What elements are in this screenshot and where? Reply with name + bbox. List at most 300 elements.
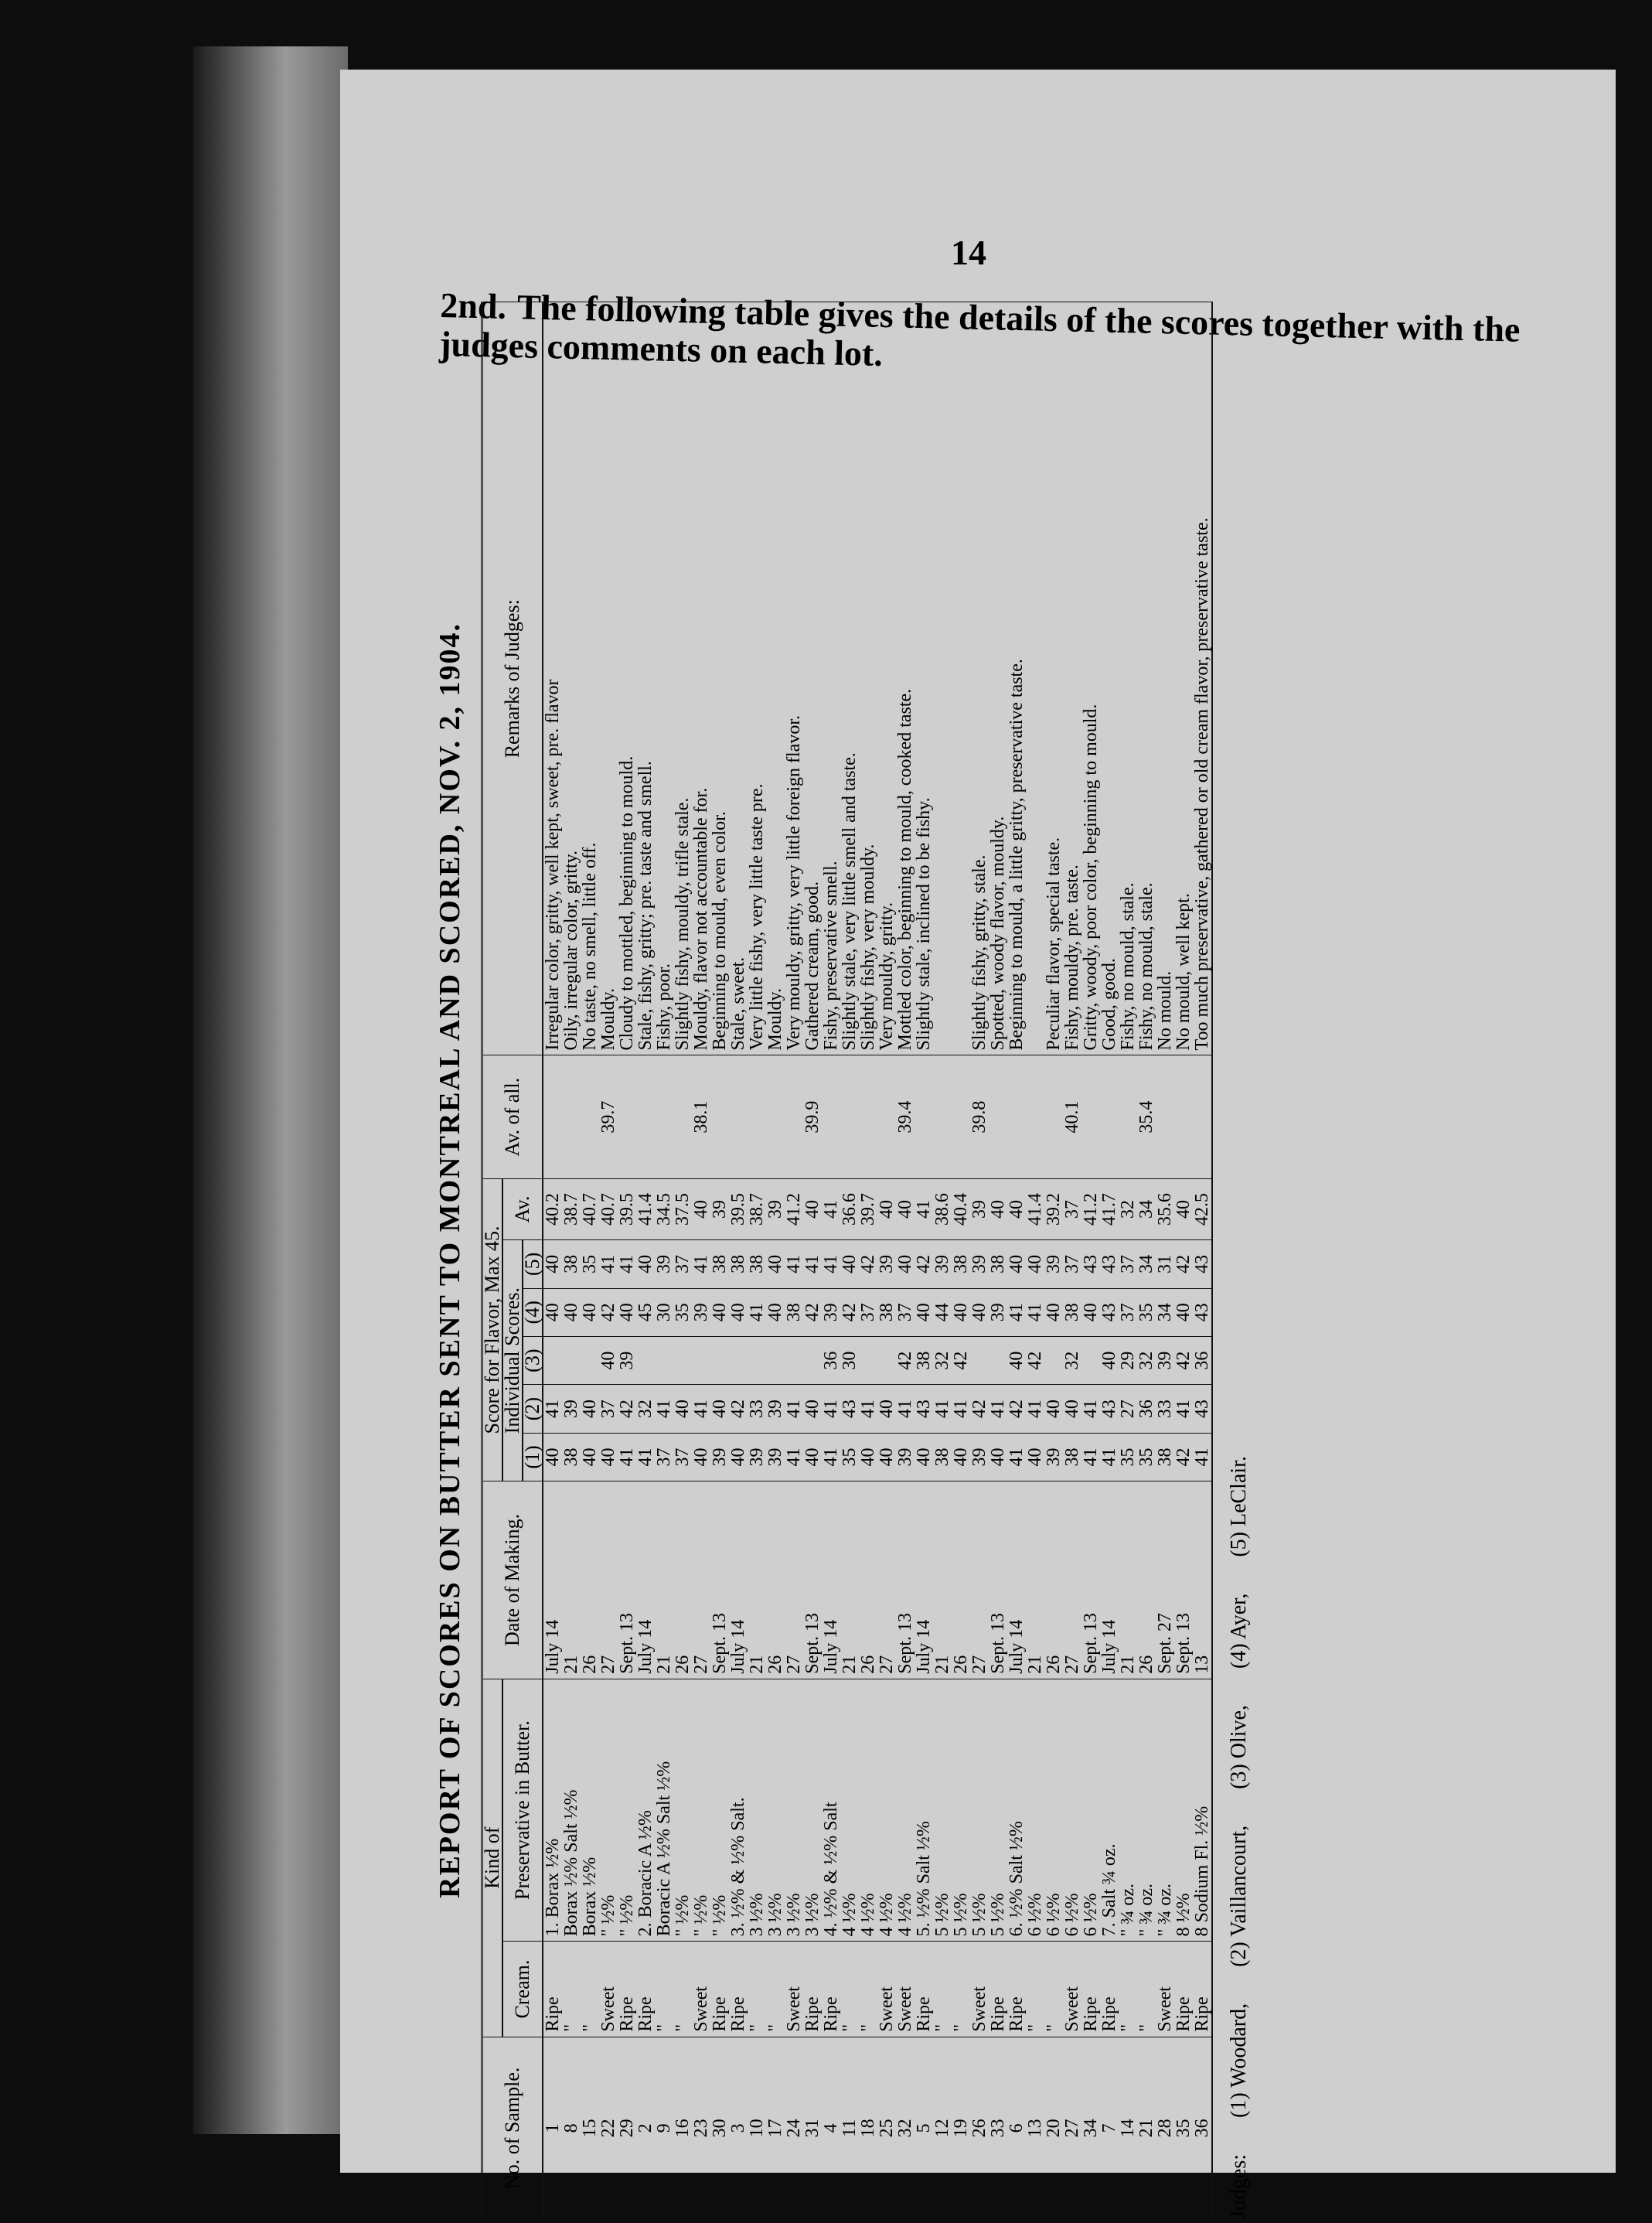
cream-cell: " [562,1942,581,2037]
average-cell: 32 [1119,1178,1137,1239]
score-cell-judge-2: 41 [989,1385,1007,1433]
score-cell-judge-3 [859,1336,877,1384]
scores-table [481,302,1213,2219]
intro-text: The following table gives the details of the scores together with the judges comments on each lot. [438,287,1521,373]
preservative-cell: 6 ½% [1081,1679,1100,1942]
score-cell-judge-1: 41 [618,1433,636,1481]
score-cell-judge-3 [803,1336,822,1384]
date-cell: Sept. 13 [989,1481,1007,1679]
remarks-cell: Beginning to mould, a little gritty, preservative taste. [1007,302,1026,1055]
score-cell-judge-5: 38 [989,1240,1007,1288]
average-all-cell [562,1055,581,1178]
score-cell-judge-2: 41 [1174,1385,1193,1433]
average-cell: 34.5 [655,1178,673,1239]
sample-no-cell: 15 [581,2037,599,2219]
table-row [1007,302,1026,2220]
cream-cell: Ripe [1174,1942,1193,2037]
sample-no-cell: 22 [599,2037,618,2219]
preservative-cell: Borax ½% [581,1679,599,1942]
date-cell: Sept. 13 [803,1481,822,1679]
score-cell-judge-3: 38 [915,1336,933,1384]
table-row [785,302,803,2220]
score-cell-judge-3 [636,1336,655,1384]
score-cell-judge-1: 40 [1026,1433,1044,1481]
sample-no-cell: 17 [766,2037,785,2219]
remarks-cell: Cloudy to mottled, beginning to mould. [618,302,636,1055]
remarks-cell: Very little fishy, very little taste pre. [748,302,766,1055]
remarks-cell: Fishy, poor. [655,302,673,1055]
remarks-cell: Mouldy, flavor not accountable for. [692,302,710,1055]
score-cell-judge-3: 29 [1119,1336,1137,1384]
score-cell-judge-2: 40 [1063,1385,1081,1433]
average-cell: 37 [1063,1178,1081,1239]
score-cell-judge-5: 38 [748,1240,766,1288]
remarks-cell: Too much preservative, gathered or old cream flavor, preservative taste. [1193,302,1212,1055]
score-cell-judge-1: 39 [748,1433,766,1481]
score-cell-judge-5: 41 [618,1240,636,1288]
table-row [581,302,599,2220]
sample-no-cell: 4 [822,2037,840,2219]
header-remarks: Remarks of Judges: [482,302,543,1055]
preservative-cell: 3 ½% [748,1679,766,1942]
table-row [543,302,562,2220]
preservative-cell: 4 ½% [877,1679,896,1942]
header-sample-no: No. of Sample. [482,2037,543,2219]
table-row [1137,302,1156,2220]
date-cell: 21 [933,1481,952,1679]
average-cell: 39.5 [618,1178,636,1239]
remarks-cell: No mould, well kept. [1174,302,1193,1055]
score-cell-judge-4: 39 [989,1288,1007,1336]
average-all-cell: 39.9 [803,1055,822,1178]
header-date: Date of Making. [482,1481,543,1679]
cream-cell: " [581,1942,599,2037]
preservative-cell: 5. ½% Salt ½% [915,1679,933,1942]
preservative-cell: 4 ½% [896,1679,915,1942]
table-row [1119,302,1137,2220]
score-cell-judge-2: 41 [785,1385,803,1433]
average-all-cell [1100,1055,1119,1178]
average-cell: 40.7 [581,1178,599,1239]
date-cell: July 14 [636,1481,655,1679]
sample-no-cell: 32 [896,2037,915,2219]
cream-cell: Sweet [970,1942,989,2037]
sample-no-cell: 18 [859,2037,877,2219]
score-cell-judge-4: 40 [562,1288,581,1336]
table-row [729,302,748,2220]
average-cell: 41.2 [785,1178,803,1239]
preservative-cell: Borax ½% Salt ½% [562,1679,581,1942]
average-cell: 40 [1007,1178,1026,1239]
score-cell-judge-2: 42 [729,1385,748,1433]
cream-cell: Ripe [803,1942,822,2037]
sample-no-cell: 19 [952,2037,970,2219]
table-row [1063,302,1081,2220]
score-cell-judge-1: 40 [803,1433,822,1481]
table-row [840,302,859,2220]
preservative-cell: 6 ½% [1026,1679,1044,1942]
preservative-cell: 5 ½% [970,1679,989,1942]
average-cell: 40 [989,1178,1007,1239]
average-all-cell [840,1055,859,1178]
score-cell-judge-3: 36 [822,1336,840,1384]
sample-no-cell: 21 [1137,2037,1156,2219]
average-cell: 41.4 [636,1178,655,1239]
score-cell-judge-3 [1044,1336,1063,1384]
score-cell-judge-2: 33 [748,1385,766,1433]
score-cell-judge-3: 32 [1063,1336,1081,1384]
score-cell-judge-5: 40 [636,1240,655,1288]
score-cell-judge-1: 40 [989,1433,1007,1481]
score-cell-judge-1: 40 [692,1433,710,1481]
sample-no-cell: 2 [636,2037,655,2219]
table-row [1044,302,1063,2220]
score-cell-judge-3: 40 [1100,1336,1119,1384]
score-cell-judge-2: 39 [562,1385,581,1433]
score-cell-judge-1: 37 [655,1433,673,1481]
score-cell-judge-2: 27 [1119,1385,1137,1433]
average-all-cell [636,1055,655,1178]
date-cell: 27 [692,1481,710,1679]
score-cell-judge-5: 37 [1063,1240,1081,1288]
score-cell-judge-4: 38 [877,1288,896,1336]
table-row [1081,302,1100,2220]
score-cell-judge-4: 37 [1119,1288,1137,1336]
score-cell-judge-3 [970,1336,989,1384]
preservative-cell: 5 ½% [989,1679,1007,1942]
header-av-all: Av. of all. [482,1055,543,1178]
preservative-cell: 2. Boracic A ½% [636,1679,655,1942]
average-cell: 41 [822,1178,840,1239]
date-cell: 21 [562,1481,581,1679]
score-cell-judge-1: 39 [896,1433,915,1481]
cream-cell: Ripe [1100,1942,1119,2037]
score-cell-judge-5: 43 [1081,1240,1100,1288]
score-cell-judge-2: 41 [896,1385,915,1433]
sample-no-cell: 14 [1119,2037,1137,2219]
remarks-cell: Gathered cream, good. [803,302,822,1055]
score-cell-judge-5: 42 [1174,1240,1193,1288]
average-all-cell [989,1055,1007,1178]
remarks-cell: Stale, sweet. [729,302,748,1055]
table-row [599,302,618,2220]
score-cell-judge-1: 35 [1137,1433,1156,1481]
table-row [748,302,766,2220]
score-cell-judge-5: 39 [655,1240,673,1288]
cream-cell: Sweet [692,1942,710,2037]
preservative-cell: 1. Borax ½% [543,1679,562,1942]
average-cell: 39 [766,1178,785,1239]
table-row [822,302,840,2220]
table-row [1174,302,1193,2220]
sample-no-cell: 16 [673,2037,692,2219]
score-cell-judge-5: 42 [915,1240,933,1288]
remarks-cell: Slightly stale, very little smell and taste. [840,302,859,1055]
score-cell-judge-5: 40 [840,1240,859,1288]
score-cell-judge-2: 40 [803,1385,822,1433]
page-number: 14 [951,233,986,272]
date-cell: 27 [599,1481,618,1679]
header-cream: Cream. [502,1942,543,2037]
header-judge-1: (1) [523,1433,543,1481]
remarks-cell [1026,302,1044,1055]
date-cell: 27 [970,1481,989,1679]
score-cell-judge-2: 40 [877,1385,896,1433]
average-all-cell [655,1055,673,1178]
cream-cell: Ripe [915,1942,933,2037]
score-cell-judge-1: 37 [673,1433,692,1481]
score-cell-judge-3 [1081,1336,1100,1384]
date-cell: 26 [859,1481,877,1679]
preservative-cell: " ½% [692,1679,710,1942]
score-cell-judge-1: 35 [1119,1433,1137,1481]
sample-no-cell: 33 [989,2037,1007,2219]
score-cell-judge-2: 32 [636,1385,655,1433]
average-all-cell [1119,1055,1137,1178]
score-cell-judge-2: 41 [1026,1385,1044,1433]
score-cell-judge-3 [766,1336,785,1384]
remarks-cell: Irregular color, gritty, well kept, sweet, pre. flavor [543,302,562,1055]
cream-cell: Ripe [1081,1942,1100,2037]
score-cell-judge-3: 40 [599,1336,618,1384]
cream-cell: " [840,1942,859,2037]
cream-cell: Ripe [822,1942,840,2037]
preservative-cell: 8 Sodium Fl. ½% [1193,1679,1212,1942]
sample-no-cell: 24 [785,2037,803,2219]
score-cell-judge-2: 40 [673,1385,692,1433]
score-cell-judge-2: 36 [1137,1385,1156,1433]
score-cell-judge-4: 41 [1007,1288,1026,1336]
sample-no-cell: 23 [692,2037,710,2219]
score-cell-judge-2: 41 [655,1385,673,1433]
score-cell-judge-5: 38 [729,1240,748,1288]
score-cell-judge-4: 39 [822,1288,840,1336]
score-cell-judge-3 [692,1336,710,1384]
date-cell: 27 [1063,1481,1081,1679]
average-all-cell: 38.1 [692,1055,710,1178]
sample-no-cell: 26 [970,2037,989,2219]
table-row [952,302,970,2220]
remarks-cell: Good, good. [1100,302,1119,1055]
score-cell-judge-1: 38 [1156,1433,1174,1481]
score-cell-judge-3: 42 [1026,1336,1044,1384]
cream-cell: Ripe [710,1942,729,2037]
score-cell-judge-3 [785,1336,803,1384]
sample-no-cell: 1 [543,2037,562,2219]
score-cell-judge-4: 41 [748,1288,766,1336]
score-cell-judge-2: 33 [1156,1385,1174,1433]
score-cell-judge-3: 32 [933,1336,952,1384]
average-all-cell: 39.4 [896,1055,915,1178]
score-cell-judge-2: 43 [1193,1385,1212,1433]
average-cell: 39 [970,1178,989,1239]
preservative-cell: " ½% [710,1679,729,1942]
score-cell-judge-5: 35 [581,1240,599,1288]
average-all-cell [618,1055,636,1178]
score-cell-judge-2: 41 [822,1385,840,1433]
sample-no-cell: 10 [748,2037,766,2219]
header-individual: Individual Scores. [502,1240,523,1481]
score-cell-judge-4: 40 [1081,1288,1100,1336]
score-cell-judge-4: 45 [636,1288,655,1336]
cream-cell: Ripe [729,1942,748,2037]
score-cell-judge-2: 41 [1081,1385,1100,1433]
score-cell-judge-5: 40 [766,1240,785,1288]
score-cell-judge-1: 40 [877,1433,896,1481]
score-cell-judge-3: 36 [1193,1336,1212,1384]
remarks-cell: Oily, irregular color, gritty. [562,302,581,1055]
date-cell: 21 [1026,1481,1044,1679]
score-cell-judge-5: 34 [1137,1240,1156,1288]
score-cell-judge-4: 35 [673,1288,692,1336]
preservative-cell: 4 ½% [859,1679,877,1942]
table-row [1156,302,1174,2220]
score-cell-judge-5: 37 [673,1240,692,1288]
score-cell-judge-3: 42 [896,1336,915,1384]
score-cell-judge-4: 40 [710,1288,729,1336]
table-row [859,302,877,2220]
judge-name: (3) Olive, [1227,1705,1251,1789]
average-cell: 34 [1137,1178,1156,1239]
average-all-cell [1044,1055,1063,1178]
average-all-cell [952,1055,970,1178]
sample-no-cell: 6 [1007,2037,1026,2219]
cream-cell: " [748,1942,766,2037]
average-all-cell [673,1055,692,1178]
preservative-cell: 6. ½% Salt ½% [1007,1679,1026,1942]
preservative-cell: " ½% [673,1679,692,1942]
score-cell-judge-5: 40 [1007,1240,1026,1288]
score-cell-judge-4: 37 [859,1288,877,1336]
score-cell-judge-1: 41 [1100,1433,1119,1481]
average-cell: 39 [710,1178,729,1239]
date-cell: Sept. 13 [710,1481,729,1679]
sample-no-cell: 28 [1156,2037,1174,2219]
book-spine [193,46,348,2134]
score-cell-judge-5: 38 [952,1240,970,1288]
cream-cell: Ripe [618,1942,636,2037]
date-cell: 26 [952,1481,970,1679]
sample-no-cell: 11 [840,2037,859,2219]
table-row [655,302,673,2220]
table-row [896,302,915,2220]
average-cell: 36.6 [840,1178,859,1239]
date-cell: Sept. 13 [1081,1481,1100,1679]
score-cell-judge-2: 41 [952,1385,970,1433]
score-cell-judge-5: 39 [1044,1240,1063,1288]
score-cell-judge-1: 40 [729,1433,748,1481]
judge-name: (1) Woodard, [1227,2003,1251,2118]
header-preservative: Preservative in Butter. [502,1679,543,1942]
preservative-cell: 6 ½% [1063,1679,1081,1942]
score-cell-judge-1: 40 [581,1433,599,1481]
header-kind-of: Kind of [482,1679,503,2037]
remarks-cell: Very mouldy, gritty, very little foreign flavor. [785,302,803,1055]
average-all-cell [729,1055,748,1178]
score-cell-judge-5: 40 [543,1240,562,1288]
score-cell-judge-5: 31 [1156,1240,1174,1288]
date-cell: 26 [766,1481,785,1679]
score-cell-judge-3: 39 [618,1336,636,1384]
date-cell: 26 [1044,1481,1063,1679]
preservative-cell: 3 ½% [785,1679,803,1942]
remarks-cell: Slightly stale, inclined to be fishy. [915,302,933,1055]
score-cell-judge-3 [877,1336,896,1384]
average-all-cell [859,1055,877,1178]
score-cell-judge-5: 39 [970,1240,989,1288]
score-cell-judge-4: 34 [1156,1288,1174,1336]
preservative-cell: " ½% [599,1679,618,1942]
date-cell: Sept. 13 [1174,1481,1193,1679]
date-cell: 26 [1137,1481,1156,1679]
score-cell-judge-4: 40 [581,1288,599,1336]
score-cell-judge-4: 40 [618,1288,636,1336]
average-cell: 41.2 [1081,1178,1100,1239]
remarks-cell: Fishy, preservative smell. [822,302,840,1055]
score-cell-judge-4: 40 [1174,1288,1193,1336]
remarks-cell: No taste, no smell, little off. [581,302,599,1055]
average-cell: 39.2 [1044,1178,1063,1239]
table-row [989,302,1007,2220]
score-cell-judge-4: 40 [970,1288,989,1336]
table-row [562,302,581,2220]
score-cell-judge-3 [710,1336,729,1384]
average-all-cell [710,1055,729,1178]
average-cell: 40.4 [952,1178,970,1239]
score-cell-judge-1: 41 [785,1433,803,1481]
remarks-cell: Mouldy. [766,302,785,1055]
remarks-cell: Spotted, woody flavor, mouldy. [989,302,1007,1055]
score-cell-judge-4: 40 [952,1288,970,1336]
score-cell-judge-5: 41 [822,1240,840,1288]
average-all-cell [766,1055,785,1178]
preservative-cell: Boracic A ½% Salt ½% [655,1679,673,1942]
remarks-cell: Mouldy. [599,302,618,1055]
remarks-cell: No mould. [1156,302,1174,1055]
score-cell-judge-2: 43 [840,1385,859,1433]
score-cell-judge-3 [729,1336,748,1384]
score-cell-judge-3 [543,1336,562,1384]
average-all-cell: 39.8 [970,1055,989,1178]
score-cell-judge-5: 43 [1100,1240,1119,1288]
preservative-cell: " ¾ oz. [1119,1679,1137,1942]
table-row [803,302,822,2220]
score-cell-judge-3: 39 [1156,1336,1174,1384]
score-cell-judge-4: 35 [1137,1288,1156,1336]
remarks-cell: Gritty, woody, poor color, beginning to mould. [1081,302,1100,1055]
remarks-cell: Slightly fishy, mouldy, trifle stale. [673,302,692,1055]
cream-cell: " [952,1942,970,2037]
average-cell: 39.5 [729,1178,748,1239]
score-cell-judge-2: 41 [859,1385,877,1433]
score-cell-judge-1: 40 [599,1433,618,1481]
score-cell-judge-4: 43 [1193,1288,1212,1336]
header-av: Av. [502,1178,543,1239]
date-cell: 21 [1119,1481,1137,1679]
table-row [1026,302,1044,2220]
score-cell-judge-2: 37 [599,1385,618,1433]
score-cell-judge-3: 42 [1174,1336,1193,1384]
score-cell-judge-5: 41 [692,1240,710,1288]
average-all-cell [877,1055,896,1178]
score-cell-judge-4: 41 [1026,1288,1044,1336]
table-row [766,302,785,2220]
cream-cell: " [1137,1942,1156,2037]
score-cell-judge-1: 39 [710,1433,729,1481]
cream-cell: Ripe [989,1942,1007,2037]
preservative-cell: " ½% [618,1679,636,1942]
score-cell-judge-3 [748,1336,766,1384]
